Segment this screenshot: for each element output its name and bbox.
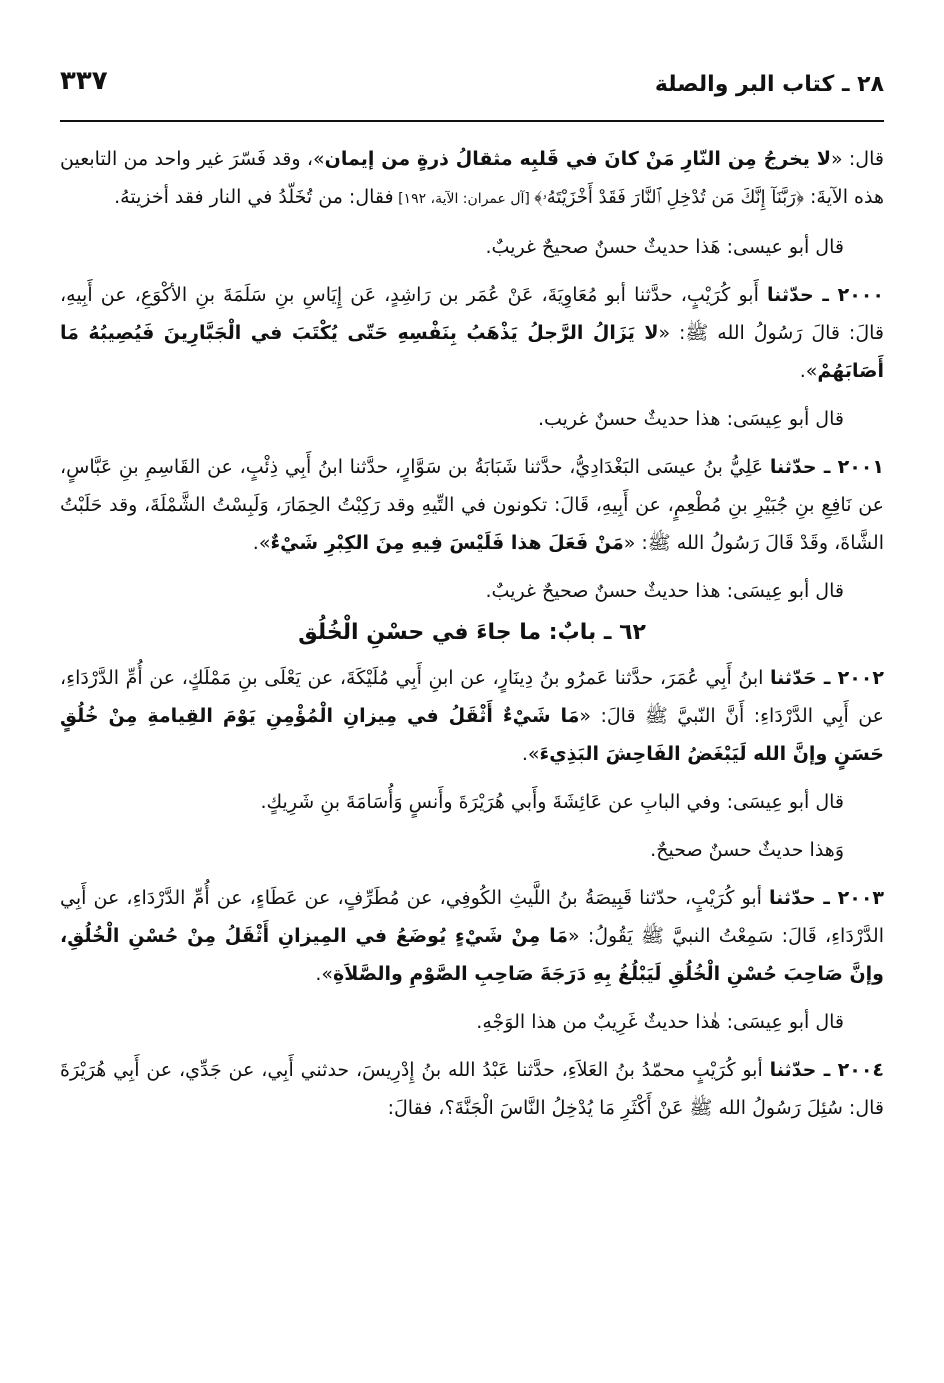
hadith-number: ٢٠٠٠ ـ حدّثنا	[767, 284, 884, 306]
grading-2002: قال أبو عِيسَى: وفي البابِ عن عَائِشَةَ وأَبي هُرَيْرَةَ وأَنسٍ وَأُسَامَةَ بنِ شَرِيكٍ.	[260, 791, 844, 813]
grading-2002-b: وَهذا حديثٌ حسنٌ صحيحٌ.	[650, 839, 844, 861]
isnad: عَلِيُّ بنُ عيسَى البَغْدَادِيُّ، حدَّثنا شَبَابَةُ بن سَوَّارٍ، حدَّثنا ابنُ أَبِي ذِئْبٍ، عن القَاسِمِ بنِ عَبَّاسٍ، عن نَافِعِ بنِ جُبَيْرِ بنِ مُطْعِمٍ، عن أَبِيهِ، قَالَ: تكونون في التِّيهِ وقد رَكِبْتُ الحِمَارَ، وَلَبِسْتُ الشَّمْلَةَ، وقد حَلَبْتُ الشَّاةَ، وقَدْ قَالَ رَسُولُ الله ﷺ: «	[60, 456, 884, 554]
hadith-text: لا يَزَالُ الرَّجلُ يَذْهَبُ بِنَفْسِهِ حَتّى يُكْتَبَ في الْجَبَّارِينَ فَيُصِيبُهُ مَا أَصَابَهُمْ	[60, 322, 884, 382]
chapter-running-title: ٢٨ ـ كتاب البر والصلة	[654, 72, 884, 97]
hadith-2004	[60, 1051, 884, 1127]
hadith-text: مَنْ فَعَلَ هذا فَلَيْسَ فِيهِ مِنَ الكِبْرِ شَيْءٌ	[270, 532, 624, 554]
hadith-text: مَا شَيْءٌ أَثْقَلُ في مِيزانِ الْمُؤْمِنِ يَوْمَ القِيامةِ مِنْ خُلُقٍ حَسَنٍ وإنَّ الله لَيَبْغَضُ الفَاحِشَ البَذِيءَ	[60, 705, 884, 765]
page-number: ٣٣٧	[60, 66, 108, 96]
isnad: ابنُ أَبِي عُمَرَ، حدَّثنا عَمرُو بنُ دِينَارٍ، عن ابنِ أَبِي مُلَيْكَةَ، عن يَعْلَى بنِ مَمْلَكٍ، عن أُمِّ الدَّرْدَاءِ، عن أَبِي الدَّرْدَاءِ: أَنَّ النّبيَّ ﷺ قالَ: «	[60, 667, 885, 727]
hadith-number: ٢٠٠٢ ـ حَدّثنا	[770, 667, 884, 689]
hadith-number: ٢٠٠٣ ـ حدّثنا	[769, 887, 885, 909]
text: ».	[521, 743, 540, 765]
text: قال: «	[830, 148, 884, 170]
hadith-2000	[60, 276, 884, 390]
paragraph-2: قال أبو عيسى: هَذا حديثٌ حسنٌ صحيحٌ غريبٌ.	[485, 236, 844, 258]
text: فقال: من تُخَلّدُ في النار فقد أخزيتهُ.	[114, 186, 394, 208]
hadith-number: ٢٠٠١ ـ حدّثنا	[769, 456, 884, 478]
isnad: أبو كُرَيْبٍ، حدّثنا قَبِيصَةُ بنُ اللَّيثِ الكُوفِي، عن مُطَرِّفٍ، عن عَطَاءٍ، عن أُمِّ الدَّرْدَاءِ، عن أَبِي الدَّرْدَاءِ، قَالَ: سَمِعْتُ النبيَّ ﷺ يَقُولُ: «	[60, 887, 884, 947]
quran-verse: ﴿رَبَّنَآ إِنَّكَ مَن تُدْخِلِ ٱلنَّارَ فَقَدْ أَخْزَيْتَهُۥ﴾	[534, 187, 804, 208]
quran-reference: [آل عمران: الآية، ١٩٢]	[393, 191, 535, 207]
book-page	[60, 60, 884, 1137]
hadith-2001	[60, 448, 884, 562]
hadith-number: ٢٠٠٤ ـ حدّثنا	[769, 1059, 885, 1081]
grading-2001: قال أبو عِيسَى: هذا حديثٌ حسنٌ صحيحٌ غريبٌ.	[485, 580, 844, 602]
isnad: أبو كُرَيْبٍ محمّدُ بنُ العَلاَءِ، حدَّثنا عَبْدُ الله بنُ إِدْرِيسَ، حدثني أَبِي، عن جَدِّي، عن أَبِي هُرَيْرَةَ قال: سُئِلَ رَسُولُ الله ﷺ عَنْ أَكْثَرِ مَا يُدْخِلُ النَّاسَ الْجَنَّةَ؟، فقالَ:	[60, 1059, 884, 1119]
paragraph-1	[60, 140, 884, 218]
text: ».	[252, 532, 271, 554]
grading-2003: قال أبو عِيسَى: هٰذا حديثٌ غَرِيبٌ من هذا الوَجْهِ.	[476, 1011, 844, 1033]
header-rule	[60, 120, 884, 122]
grading-2000: قال أبو عِيسَى: هذا حديثٌ حسنٌ غريب.	[537, 408, 844, 430]
isnad: أَبو كُرَيْبٍ، حدَّثنا أبو مُعَاوِيَةَ، عَنْ عُمَر بن رَاشِدٍ، عَن إِيَاسِ بنِ سَلَمَةَ بنِ الأكْوَعِ، عن أَبِيهِ، قالَ: قالَ رَسُولُ الله ﷺ: «	[60, 284, 884, 344]
hadith-2002	[60, 659, 884, 773]
hadith-text: لا يخرجُ مِن النّارِ مَنْ كانَ في قَلبِه مثقالُ ذرةٍ من إيمان	[324, 148, 831, 170]
hadith-2003	[60, 879, 884, 993]
chapter-heading: ٦٢ ـ بابٌ: ما جاءَ في حسْنِ الْخُلُق	[298, 620, 646, 645]
hadith-text: مَا مِنْ شَيْءٍ يُوضَعُ في المِيزانِ أَثْقَلُ مِنْ حُسْنِ الْخُلُقِ، وإنَّ صَاحِبَ حُسْنِ الْخُلُقِ لَيَبْلُغُ بِهِ دَرَجَةَ صَاحِبِ الصَّوْمِ والصَّلاَةِ	[60, 925, 884, 985]
text: »، وقد فَسّرَ غير واحد من التابعين هذه الآيةَ:	[60, 148, 884, 208]
text: ».	[315, 963, 333, 985]
page-header	[60, 60, 884, 116]
text: ».	[799, 360, 818, 382]
